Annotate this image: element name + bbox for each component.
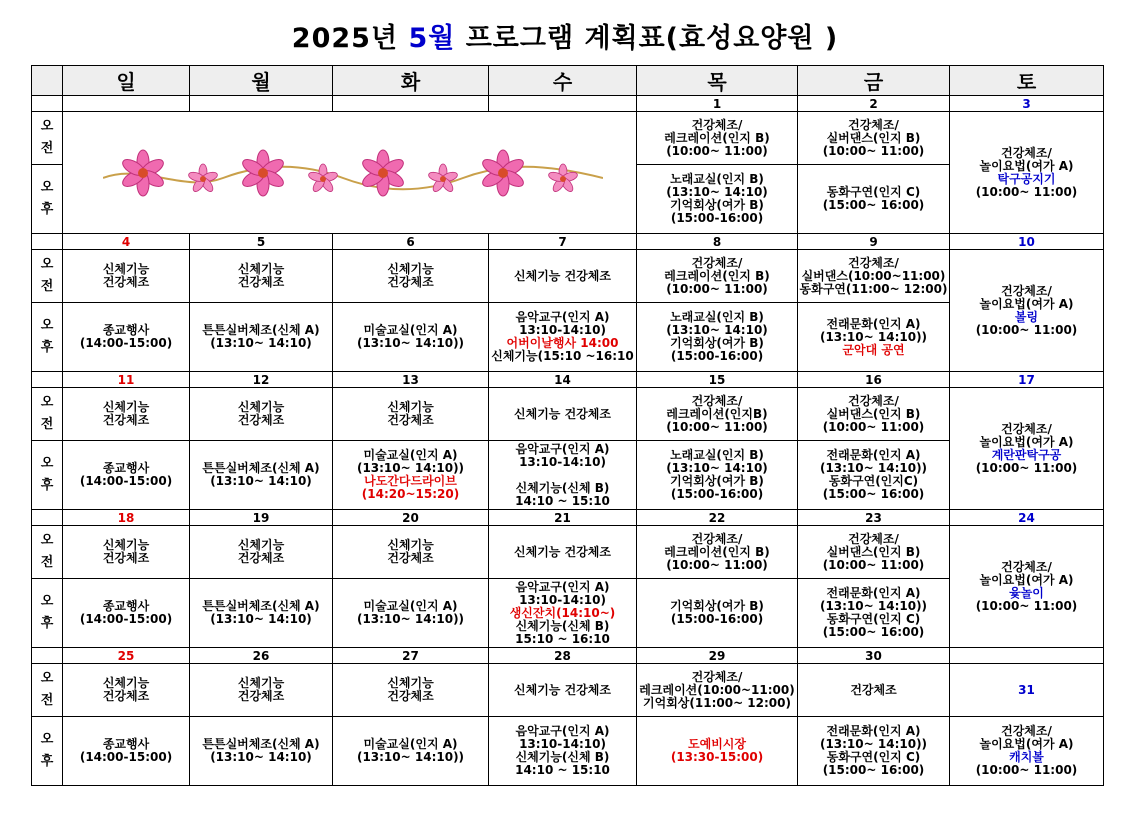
day-thursday: 목 <box>637 66 798 96</box>
pm-program: 동화구연(인지 C) (15:00~ 16:00) <box>798 165 950 234</box>
sat-program-highlight: 캐치볼 <box>1009 750 1044 764</box>
pm-program: 노래교실(인지 B) (13:10~ 14:10) 기억회상(여가 B) (15:00-16:00) <box>637 165 798 234</box>
date-number: 20 <box>333 510 489 526</box>
program-text: 음악교구(인지 A) 13:10-14:10) <box>515 579 610 607</box>
label-am: 오 전 <box>32 112 63 165</box>
pm-program: 음악교구(인지 A) 13:10-14:10) 신체기능(신체 B) 14:10 ~ 15:10 <box>489 441 637 510</box>
pm-program: 전래문화(인지 A) (13:10~ 14:10)) 동화구연(인지 C) (15:00~ 16:00) <box>798 717 950 786</box>
label-am: 오 전 <box>32 388 63 441</box>
pm-row <box>32 441 1104 510</box>
am-program: 건강체조/ 레크레이션(인지 B) (10:00~ 11:00) <box>637 250 798 303</box>
saturday-program <box>950 388 1104 510</box>
saturday-program <box>950 664 1104 717</box>
date-spacer <box>32 234 63 250</box>
am-row <box>32 526 1104 579</box>
pm-program: 기억회상(여가 B) (15:00-16:00) <box>637 579 798 648</box>
day-friday: 금 <box>798 66 950 96</box>
pm-program: 튼튼실버체조(신체 A) (13:10~ 14:10) <box>190 441 333 510</box>
date-row <box>32 510 1104 526</box>
date-number: 3 <box>950 96 1104 112</box>
pm-program: 미술교실(인지 A) (13:10~ 14:10)) <box>333 717 489 786</box>
pm-program <box>489 303 637 372</box>
pm-program: 노래교실(인지 B) (13:10~ 14:10) 기억회상(여가 B) (15:00-16:00) <box>637 441 798 510</box>
am-program: 신체기능 건강체조 <box>190 664 333 717</box>
page-title: 2025년 5월 프로그램 계획표(효성요양원 ) <box>291 23 839 54</box>
am-program: 신체기능 건강체조 <box>190 250 333 303</box>
am-row <box>32 250 1104 303</box>
date-number: 29 <box>637 648 798 664</box>
date-number <box>190 96 333 112</box>
pm-program <box>333 441 489 510</box>
am-row <box>32 388 1104 441</box>
sat-program-time: (10:00~ 11:00) <box>975 460 1078 475</box>
date-row <box>32 648 1104 664</box>
program-calendar <box>31 65 1104 786</box>
flower-decoration-cell <box>63 112 637 234</box>
am-program: 건강체조/ 실버댄스(인지 B) (10:00~ 11:00) <box>798 388 950 441</box>
event-highlight: 나도간다드라이브 (14:20~15:20) <box>361 474 460 501</box>
sat-program-text: 건강체조/ 놀이요법(여가 A) <box>979 724 1074 751</box>
day-saturday: 토 <box>950 66 1104 96</box>
date-spacer <box>32 96 63 112</box>
program-text: 미술교실(인지 A) (13:10~ 14:10)) <box>356 448 465 475</box>
day-wednesday: 수 <box>489 66 637 96</box>
am-program: 신체기능 건강체조 <box>333 388 489 441</box>
date-number: 28 <box>489 648 637 664</box>
sat-program-text: 건강체조/ 놀이요법(여가 A) <box>979 145 1074 173</box>
pm-program: 종교행사 (14:00-15:00) <box>63 441 190 510</box>
am-program: 건강체조/ 레크레이션(인지B) (10:00~ 11:00) <box>637 388 798 441</box>
date-number: 21 <box>489 510 637 526</box>
date-number: 23 <box>798 510 950 526</box>
pm-program <box>637 717 798 786</box>
date-number: 12 <box>190 372 333 388</box>
label-am: 오 전 <box>32 664 63 717</box>
date-number: 19 <box>190 510 333 526</box>
date-number: 10 <box>950 234 1104 250</box>
date-number: 8 <box>637 234 798 250</box>
pm-program: 미술교실(인지 A) (13:10~ 14:10)) <box>333 579 489 648</box>
program-text: 음악교구(인지 A) 13:10-14:10) <box>515 310 610 337</box>
label-am: 오 전 <box>32 526 63 579</box>
saturday-program <box>950 112 1104 234</box>
date-spacer <box>32 510 63 526</box>
pm-program: 튼튼실버체조(신체 A) (13:10~ 14:10) <box>190 717 333 786</box>
am-program: 건강체조/ 레크레이션(인지 B) (10:00~ 11:00) <box>637 112 798 165</box>
am-program: 신체기능 건강체조 <box>63 388 190 441</box>
date-number <box>950 648 1104 664</box>
am-program: 건강체조/ 레크레이션(10:00~11:00) 기억회상(11:00~ 12:00) <box>637 664 798 717</box>
date-number: 15 <box>637 372 798 388</box>
am-program: 신체기능 건강체조 <box>190 526 333 579</box>
event-highlight: 군악대 공연 <box>842 342 905 357</box>
date-number <box>333 96 489 112</box>
date-31: 31 <box>1018 682 1035 697</box>
am-program: 신체기능 건강체조 <box>489 664 637 717</box>
sat-program-time: (10:00~ 11:00) <box>975 184 1078 199</box>
date-number: 7 <box>489 234 637 250</box>
sat-program-time: (10:00~ 11:00) <box>975 322 1078 337</box>
date-number: 18 <box>63 510 190 526</box>
pm-program: 전래문화(인지 A) (13:10~ 14:10)) 동화구연(인지C) (15:00~ 16:00) <box>798 441 950 510</box>
pm-program: 노래교실(인지 B) (13:10~ 14:10) 기억회상(여가 B) (15:00-16:00) <box>637 303 798 372</box>
corner-cell <box>32 66 63 96</box>
program-text: 신체기능(15:10 ~16:10 <box>491 349 634 363</box>
am-program: 신체기능 건강체조 <box>63 250 190 303</box>
am-row <box>32 664 1104 717</box>
date-number: 30 <box>798 648 950 664</box>
am-program: 신체기능 건강체조 <box>489 388 637 441</box>
day-sunday: 일 <box>63 66 190 96</box>
label-pm: 오 후 <box>32 441 63 510</box>
sat-program-highlight: 볼링 <box>1014 309 1039 324</box>
date-spacer <box>32 648 63 664</box>
sat-program-text: 건강체조/ 놀이요법(여가 A) <box>979 421 1074 449</box>
label-pm: 오 후 <box>32 165 63 234</box>
program-text: 신체기능(신체 B) 15:10 ~ 16:10 <box>515 618 610 646</box>
date-number: 27 <box>333 648 489 664</box>
pm-program <box>950 717 1104 786</box>
am-program: 건강체조 <box>798 664 950 717</box>
am-program: 신체기능 건강체조 <box>333 664 489 717</box>
pm-program: 종교행사 (14:00-15:00) <box>63 579 190 648</box>
program-text: 전래문화(인지 A) (13:10~ 14:10)) <box>819 316 928 344</box>
date-number: 4 <box>63 234 190 250</box>
event-highlight: 어버이날행사 14:00 <box>506 336 619 350</box>
date-number: 6 <box>333 234 489 250</box>
pm-program: 튼튼실버체조(신체 A) (13:10~ 14:10) <box>190 579 333 648</box>
date-row <box>32 372 1104 388</box>
am-program: 건강체조/ 레크레이션(인지 B) (10:00~ 11:00) <box>637 526 798 579</box>
date-number: 1 <box>637 96 798 112</box>
sat-program-highlight: 탁구공지기 <box>997 171 1056 186</box>
pm-program: 튼튼실버체조(신체 A) (13:10~ 14:10) <box>190 303 333 372</box>
label-pm: 오 후 <box>32 579 63 648</box>
day-monday: 월 <box>190 66 333 96</box>
am-program: 신체기능 건강체조 <box>333 250 489 303</box>
pm-program <box>489 579 637 648</box>
date-number: 11 <box>63 372 190 388</box>
label-pm: 오 후 <box>32 303 63 372</box>
saturday-program <box>950 526 1104 648</box>
am-program: 신체기능 건강체조 <box>63 526 190 579</box>
date-number: 22 <box>637 510 798 526</box>
sat-program-time: (10:00~ 11:00) <box>975 598 1078 613</box>
am-program: 신체기능 건강체조 <box>190 388 333 441</box>
date-row <box>32 96 1104 112</box>
pm-program: 종교행사 (14:00-15:00) <box>63 717 190 786</box>
am-program: 건강체조/ 실버댄스(인지 B) (10:00~ 11:00) <box>798 526 950 579</box>
sat-program-highlight: 윷놀이 <box>1009 585 1044 600</box>
pm-program: 전래문화(인지 A) (13:10~ 14:10)) 동화구연(인지 C) (15:00~ 16:00) <box>798 579 950 648</box>
day-tuesday: 화 <box>333 66 489 96</box>
sat-program-text: 건강체조/ 놀이요법(여가 A) <box>979 559 1074 587</box>
date-number: 9 <box>798 234 950 250</box>
am-program: 신체기능 건강체조 <box>489 250 637 303</box>
date-row <box>32 234 1104 250</box>
am-row <box>32 112 1104 165</box>
pm-program: 미술교실(인지 A) (13:10~ 14:10)) <box>333 303 489 372</box>
label-am: 오 전 <box>32 250 63 303</box>
event-highlight: 생신잔치(14:10~) <box>509 605 616 620</box>
pm-row <box>32 303 1104 372</box>
saturday-program <box>950 250 1104 372</box>
date-number: 25 <box>63 648 190 664</box>
date-spacer <box>32 372 63 388</box>
sat-program-text: 건강체조/ 놀이요법(여가 A) <box>979 283 1074 311</box>
am-program: 신체기능 건강체조 <box>333 526 489 579</box>
date-number: 14 <box>489 372 637 388</box>
pm-row <box>32 579 1104 648</box>
am-program: 신체기능 건강체조 <box>63 664 190 717</box>
date-number: 5 <box>190 234 333 250</box>
sat-program-time: (10:00~ 11:00) <box>975 763 1078 777</box>
date-number: 16 <box>798 372 950 388</box>
date-number <box>63 96 190 112</box>
am-program: 건강체조/ 실버댄스(인지 B) (10:00~ 11:00) <box>798 112 950 165</box>
date-number: 2 <box>798 96 950 112</box>
am-program: 건강체조/ 실버댄스(10:00~11:00) 동화구연(11:00~ 12:00) <box>798 250 950 303</box>
flower-vine-icon <box>63 143 636 203</box>
event-highlight: 도예비시장 (13:30-15:00) <box>670 737 764 764</box>
pm-program <box>798 303 950 372</box>
date-number: 24 <box>950 510 1104 526</box>
label-pm: 오 후 <box>32 717 63 786</box>
pm-program: 음악교구(인지 A) 13:10-14:10) 신체기능(신체 B) 14:10 ~ 15:10 <box>489 717 637 786</box>
pm-program: 종교행사 (14:00-15:00) <box>63 303 190 372</box>
date-number: 13 <box>333 372 489 388</box>
date-number <box>489 96 637 112</box>
date-number: 17 <box>950 372 1104 388</box>
sat-program-highlight: 계란판탁구공 <box>991 447 1062 462</box>
am-program: 신체기능 건강체조 <box>489 526 637 579</box>
pm-row <box>32 717 1104 786</box>
weekday-header <box>32 66 1104 96</box>
date-number: 26 <box>190 648 333 664</box>
